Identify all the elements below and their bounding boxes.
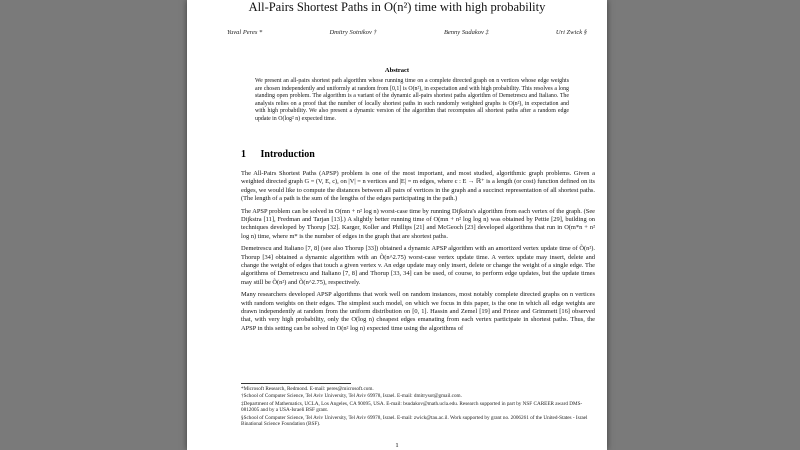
footnote: §School of Computer Science, Tel Aviv University, Tel Aviv 69978, Israel. E-mail: zwick@tau.ac.il. Work supported by grant no. 2006261 of the United-States - Israel Binational Science Foundation (BSF).	[241, 414, 588, 428]
section-heading	[241, 149, 315, 160]
author-name: Yuval Peres *	[227, 29, 263, 36]
abstract-heading: Abstract	[384, 67, 410, 74]
author-list	[227, 29, 587, 36]
footnote-rule	[241, 383, 351, 384]
footnote: *Microsoft Research, Redmond. E-mail: peres@microsoft.com.	[241, 386, 374, 392]
abstract-text: We present an all-pairs shortest path algorithm whose running time on a complete directed graph on n vertices whose edge weights are chosen independently and uniformly at random from [0,1] is O(n²), in expectation and with high probability. This resolves a long standing open problem. The algorithm is a variant of the dynamic all-pairs shortest paths algorithm of Demetrescu and Italiano. The analysis relies on a proof that the number of locally shortest paths in such randomly weighted graphs is O(n²), in expectation and with high probability. We also present a dynamic version of the algorithm that recomputes all shortest paths after a random edge update in O(log² n) expected time.	[255, 78, 569, 122]
paper-page	[187, 0, 607, 450]
footnote: ‡Department of Mathematics, UCLA, Los Angeles, CA 90095, USA. E-mail: bsudakov@math.ucla.edu. Research supported in part by NSF CAREER award DMS-0812005 and by a USA-Israeli BSF grant.	[241, 400, 583, 414]
author-name: Uri Zwick §	[555, 29, 587, 36]
section-number: 1	[241, 149, 246, 160]
author-name: Benny Sudakov ‡	[443, 29, 489, 36]
page-number: 1	[395, 442, 399, 449]
paragraph: Demetrescu and Italiano [7, 8] (see also Thorup [33]) obtained a dynamic APSP algorithm with an amortized vertex update time of Õ(n²). Thorup [34] obtained a dynamic algorithm with an Õ(n^2.75) worst-case vertex update time. A vertex update may insert, delete and change the weight of edges that touch a given vertex v. An edge update may only insert, delete or change the weight of a single edge. The algorithms of Demetrescu and Italiano [7, 8] and Thorup [33, 34] can be used, of course, to perform edge updates, but the update times may still be Õ(n²) and Õ(n^2.75), respectively.	[241, 245, 595, 286]
author-name: Dmitry Sotnikov †	[329, 29, 377, 36]
section-title: Introduction	[260, 149, 315, 160]
footnotes	[241, 386, 595, 429]
body-text	[241, 170, 595, 337]
paragraph: The APSP problem can be solved in O(mn + n² log n) worst-case time by running Dijkstra's algorithm from each vertex of the graph. (See Dijkstra [11], Fredman and Tarjan [13].) A slightly better running time of O(mn + n² log log n) was obtained by Pettie [29], building on techniques developed by Thorup [32]. Karger, Koller and Phillips [21] and McGeoch [23] developed algorithms that run in O(m*n + n² log n) time, where m* is the number of edges in the graph that are shortest paths.	[241, 207, 595, 240]
footnote: †School of Computer Science, Tel Aviv University, Tel Aviv 69978, Israel. E-mail: dmitrysot@gmail.com.	[241, 393, 462, 400]
paragraph: Many researchers developed APSP algorithms that work well on random instances, most notably complete directed graphs on n vertices with random weights on their edges. The simplest such model, on which we focus in this paper, is the one in which all edge weights are drawn independently at random from the uniform distribution on [0, 1]. Hassin and Zemel [19] and Frieze and Grimmett [16] observed that, with very high probability, only the O(log n) cheapest edges emanating from each vertex participate in shortest paths. Thus, the APSP in this setting can be solved in O(n² log n) expected time using the algorithms of	[241, 291, 595, 332]
paper-title: All-Pairs Shortest Paths in O(n²) time with high probability	[248, 0, 546, 14]
paragraph: The All-Pairs Shortest Paths (APSP) problem is one of the most important, and most studied, algorithmic graph problems. Given a weighted directed graph G = (V, E, c), on |V| = n vertices and |E| = m edges, where c : E → ℝ⁺ is a length (or cost) function defined on its edges, we would like to compute the distances between all pairs of vertices in the graph and a succinct representation of all shortest paths. (The length of a path is the sum of the lengths of the edges participating in the path.)	[241, 170, 595, 202]
